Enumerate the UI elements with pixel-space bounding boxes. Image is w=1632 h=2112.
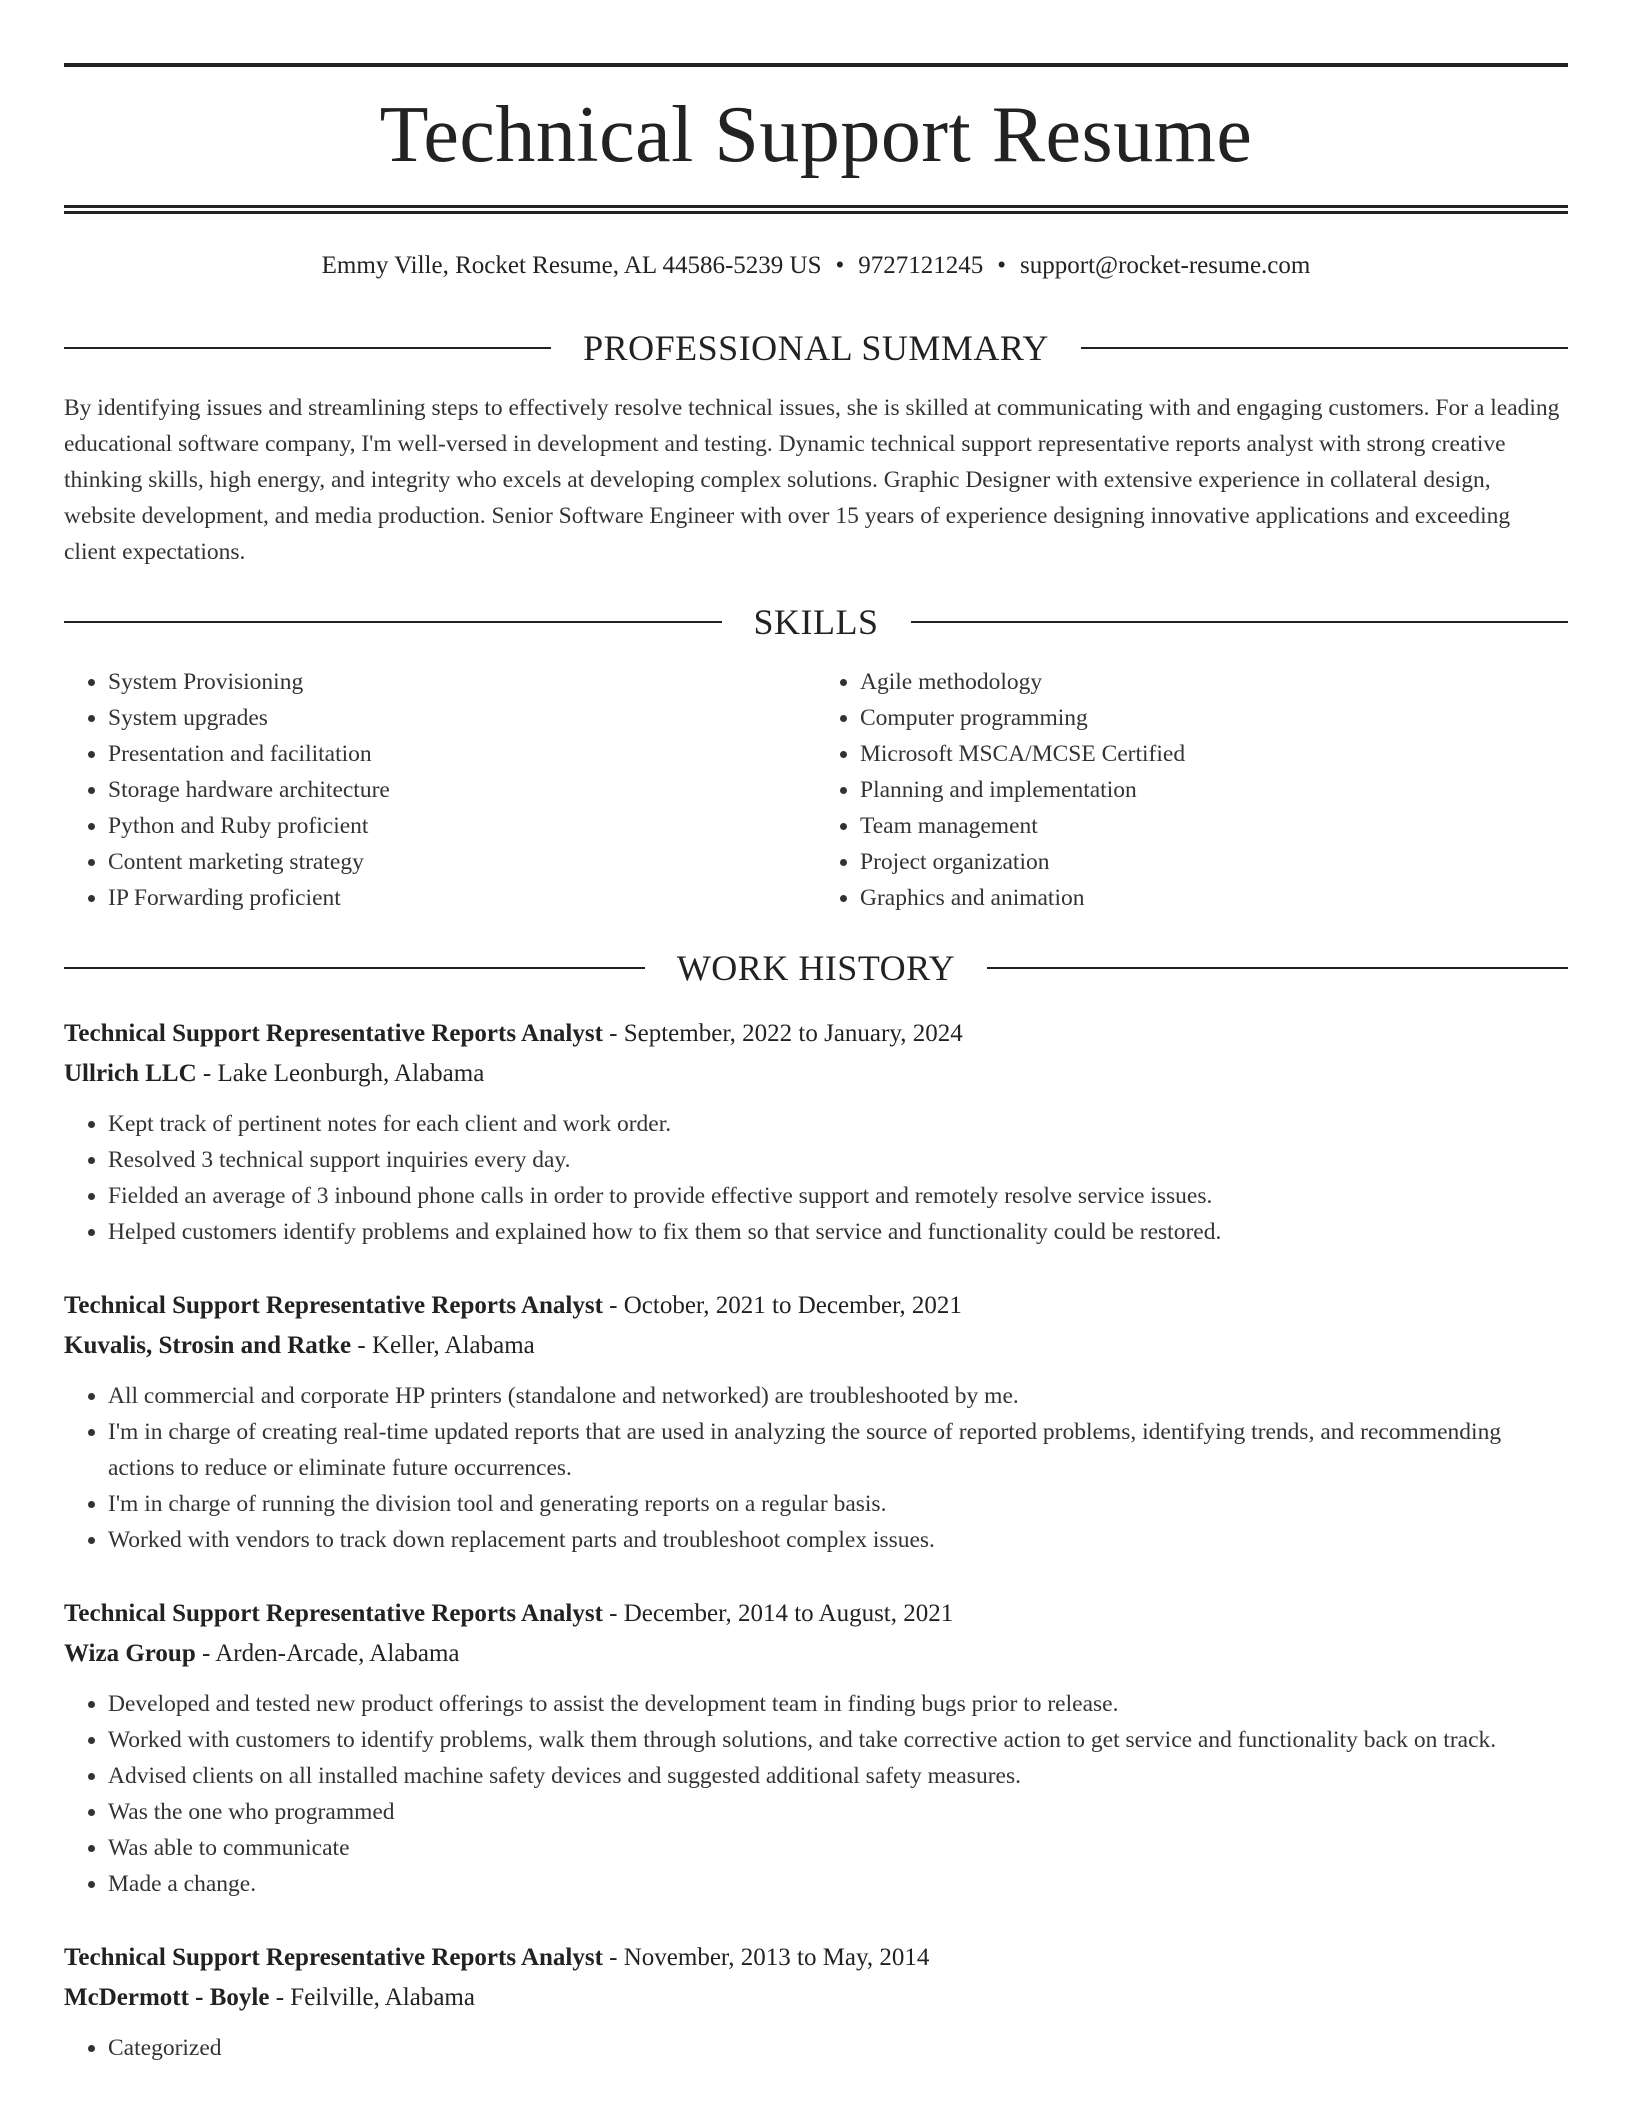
job-title-line: [64, 1938, 1568, 1978]
heading-rule-left: [64, 621, 722, 623]
skill-item: • System Provisioning: [108, 664, 816, 700]
job-entry: [64, 1286, 1568, 1558]
job-bullet: • Was the one who programmed: [108, 1794, 1568, 1830]
job-bullet: • Resolved 3 technical support inquiries every day.: [108, 1142, 1568, 1178]
job-bullet: • Categorized: [108, 2030, 1568, 2066]
top-rule: [64, 63, 1568, 67]
dash-separator: -: [602, 1020, 624, 1047]
job-location: Arden-Arcade, Alabama: [215, 1640, 460, 1667]
job-bullet: • I'm in charge of creating real-time updated reports that are used in analyzing the source of reported problems, identifying trends, and recommending actions to reduce or eliminate future occurrences.: [108, 1414, 1568, 1486]
skill-item: • IP Forwarding proficient: [108, 880, 816, 916]
job-bullet: • I'm in charge of running the division tool and generating reports on a regular basis.: [108, 1486, 1568, 1522]
job-title-line: [64, 1286, 1568, 1326]
skill-item: • Storage hardware architecture: [108, 772, 816, 808]
job-company-line: [64, 1978, 1568, 2018]
job-location: Lake Leonburgh, Alabama: [217, 1060, 485, 1087]
job-company: Kuvalis, Strosin and Ratke: [64, 1332, 352, 1359]
title-double-rule: [64, 205, 1568, 214]
contact-separator: •: [835, 252, 845, 279]
work-heading: [64, 946, 1568, 990]
skill-item: • Presentation and facilitation: [108, 736, 816, 772]
job-bullet: • Made a change.: [108, 1866, 1568, 1902]
job-company: Ullrich LLC: [64, 1060, 197, 1087]
contact-phone: 9727121245: [858, 252, 984, 279]
job-bullet: • Developed and tested new product offerings to assist the development team in finding bugs prior to release.: [108, 1686, 1568, 1722]
skills-list: [64, 664, 1568, 916]
job-bullet: • Advised clients on all installed machine safety devices and suggested additional safety measures.: [108, 1758, 1568, 1794]
skill-item: • Computer programming: [860, 700, 1568, 736]
job-entry: [64, 1938, 1568, 2066]
skills-column-right: [816, 664, 1568, 916]
job-company: Wiza Group: [64, 1640, 196, 1667]
job-title: Technical Support Representative Reports Analyst: [64, 1020, 603, 1047]
job-location: Keller, Alabama: [371, 1332, 535, 1359]
dash-separator: -: [602, 1944, 624, 1971]
job-title: Technical Support Representative Reports Analyst: [64, 1944, 603, 1971]
job-bullet: • Helped customers identify problems and explained how to fix them so that service and functionality could be restored.: [108, 1214, 1568, 1250]
contact-line: [64, 250, 1568, 282]
dash-separator: -: [196, 1060, 218, 1087]
job-dates: September, 2022 to January, 2024: [623, 1020, 963, 1047]
skill-item: • Agile methodology: [860, 664, 1568, 700]
skill-item: • Python and Ruby proficient: [108, 808, 816, 844]
job-title: Technical Support Representative Reports Analyst: [64, 1292, 603, 1319]
job-company-line: [64, 1326, 1568, 1366]
job-company-line: [64, 1634, 1568, 1674]
heading-rule-left: [64, 967, 645, 969]
summary-heading-label: PROFESSIONAL SUMMARY: [583, 328, 1049, 368]
job-dates: December, 2014 to August, 2021: [623, 1600, 954, 1627]
job-bullet: • Kept track of pertinent notes for each client and work order.: [108, 1106, 1568, 1142]
summary-text: By identifying issues and streamlining steps to effectively resolve technical issues, she is skilled at communicating with and engaging customers. For a leading educational software company, I'm well-versed in development and testing. Dynamic technical support representative reports analyst with strong creative thinking skills, high energy, and integrity who excels at developing complex solutions. Graphic Designer with extensive experience in collateral design, website development, and media production. Senior Software Engineer with over 15 years of experience designing innovative applications and exceeding client expectations.: [64, 395, 1560, 565]
dash-separator: -: [602, 1600, 624, 1627]
job-company-line: [64, 1054, 1568, 1094]
job-company: McDermott - Boyle: [64, 1984, 270, 2011]
job-entry: [64, 1594, 1568, 1902]
job-bullets: [64, 1686, 1568, 1902]
contact-separator: •: [997, 252, 1007, 279]
dash-separator: -: [351, 1332, 372, 1359]
skills-column-left: [64, 664, 816, 916]
heading-rule-right: [1081, 347, 1568, 349]
skill-item: • Content marketing strategy: [108, 844, 816, 880]
heading-rule-right: [987, 967, 1568, 969]
skill-item: • Microsoft MSCA/MCSE Certified: [860, 736, 1568, 772]
skills-heading: [64, 600, 1568, 644]
skills-heading-label: SKILLS: [753, 602, 879, 642]
contact-email: support@rocket-resume.com: [1020, 252, 1311, 279]
skill-item: • Team management: [860, 808, 1568, 844]
job-bullets: [64, 2030, 1568, 2066]
job-bullets: [64, 1106, 1568, 1250]
skill-item: • Project organization: [860, 844, 1568, 880]
skill-item: • Graphics and animation: [860, 880, 1568, 916]
job-bullet: • All commercial and corporate HP printers (standalone and networked) are troubleshooted by me.: [108, 1378, 1568, 1414]
job-title-line: [64, 1014, 1568, 1054]
dash-separator: -: [269, 1984, 291, 2011]
dash-separator: -: [195, 1640, 216, 1667]
job-dates: October, 2021 to December, 2021: [623, 1292, 962, 1319]
heading-rule-right: [911, 621, 1569, 623]
job-dates: November, 2013 to May, 2014: [623, 1944, 930, 1971]
job-bullet: • Worked with customers to identify problems, walk them through solutions, and take corrective action to get service and functionality back on track.: [108, 1722, 1568, 1758]
heading-rule-left: [64, 347, 551, 349]
contact-address: Emmy Ville, Rocket Resume, AL 44586-5239 US: [321, 252, 822, 279]
job-bullet: • Worked with vendors to track down replacement parts and troubleshoot complex issues.: [108, 1522, 1568, 1558]
work-heading-label: WORK HISTORY: [676, 948, 956, 988]
job-location: Feilville, Alabama: [290, 1984, 475, 2011]
skill-item: • Planning and implementation: [860, 772, 1568, 808]
job-bullet: • Fielded an average of 3 inbound phone calls in order to provide effective support and remotely resolve service issues.: [108, 1178, 1568, 1214]
job-title-line: [64, 1594, 1568, 1634]
page-title: Technical Support Resume: [379, 91, 1253, 179]
skill-item: • System upgrades: [108, 700, 816, 736]
job-entry: [64, 1014, 1568, 1250]
dash-separator: -: [602, 1292, 624, 1319]
job-title: Technical Support Representative Reports Analyst: [64, 1600, 603, 1627]
job-bullet: • Was able to communicate: [108, 1830, 1568, 1866]
job-bullets: [64, 1378, 1568, 1558]
summary-heading: [64, 326, 1568, 370]
